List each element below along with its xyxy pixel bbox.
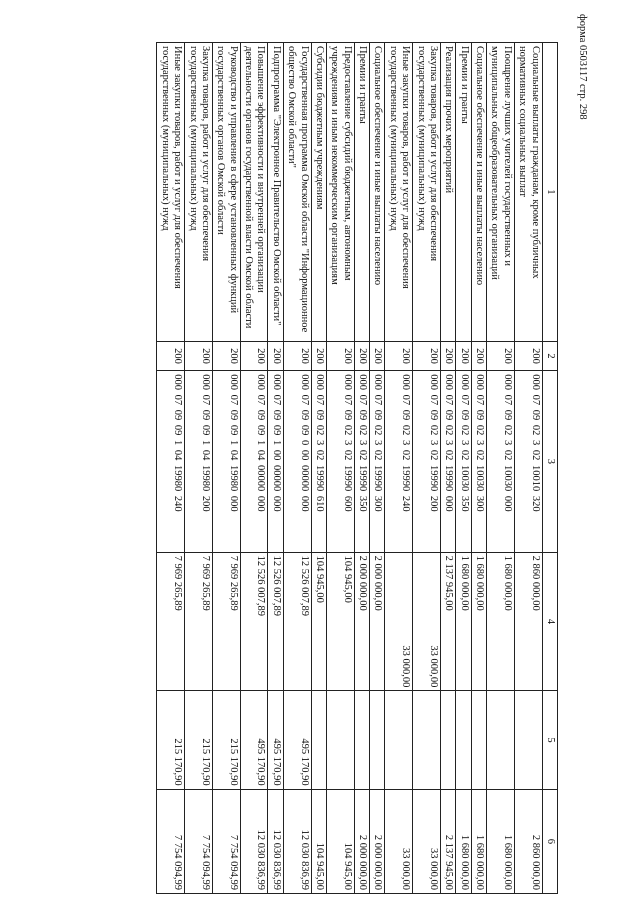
- cell-executed: [311, 691, 326, 789]
- cell-unexecuted: 2 000 000,00: [354, 789, 369, 893]
- cell-budget-code: 000 07 09 02 3 02 10030 000: [487, 371, 515, 552]
- form-reference: форма 0503117 стр. 298: [577, 14, 588, 120]
- cell-approved: 12 526 007,89: [268, 552, 283, 691]
- cell-line-code: 200: [370, 341, 385, 370]
- header-col-2: 2: [542, 341, 557, 370]
- cell-approved: 2 860 000,00: [514, 552, 542, 691]
- header-col-6: 6: [542, 789, 557, 893]
- cell-name: Субсидии бюджетным учреждениям: [311, 43, 326, 342]
- cell-approved: 12 526 007,89: [283, 552, 311, 691]
- cell-unexecuted: 2 860 000,00: [514, 789, 542, 893]
- cell-line-code: 200: [213, 341, 241, 370]
- cell-budget-code: 000 07 09 02 3 02 19990 610: [311, 371, 326, 552]
- table-row: [311, 43, 326, 894]
- cell-approved: 104 945,00: [311, 552, 326, 691]
- cell-unexecuted: 2 000 000,00: [370, 789, 385, 893]
- cell-line-code: 200: [311, 341, 326, 370]
- cell-executed: 215 170,90: [213, 691, 241, 789]
- table-row: [456, 43, 471, 894]
- cell-executed: [327, 691, 355, 789]
- cell-unexecuted: 7 754 094,99: [185, 789, 213, 893]
- cell-executed: 495 170,90: [283, 691, 311, 789]
- cell-approved: 1 680 000,00: [471, 552, 486, 691]
- column-number-row: [542, 43, 557, 894]
- cell-line-code: 200: [268, 341, 283, 370]
- cell-approved: 33 000,00: [385, 552, 413, 691]
- cell-executed: [487, 691, 515, 789]
- table-row: [213, 43, 241, 894]
- cell-name: Реализация прочих мероприятий: [441, 43, 456, 342]
- table-row: [471, 43, 486, 894]
- cell-approved: 104 945,00: [327, 552, 355, 691]
- cell-budget-code: 000 07 09 02 3 02 10030 350: [456, 371, 471, 552]
- cell-name: Закупка товаров, работ и услуг для обеспечения государственных (муниципальных) нужд: [185, 43, 213, 342]
- cell-executed: [514, 691, 542, 789]
- cell-unexecuted: 33 000,00: [413, 789, 441, 893]
- table-row: [185, 43, 213, 894]
- cell-unexecuted: 12 030 836,99: [268, 789, 283, 893]
- cell-unexecuted: 1 680 000,00: [456, 789, 471, 893]
- cell-budget-code: 000 07 09 02 3 02 19990 000: [441, 371, 456, 552]
- cell-unexecuted: 104 945,00: [311, 789, 326, 893]
- cell-name: Иные закупки товаров, работ и услуг для обеспечения государственных (муниципальных) нужд: [385, 43, 413, 342]
- cell-line-code: 200: [456, 341, 471, 370]
- cell-name: Повышение эффективности и внутренней организации деятельности органов государственной власти Омской области: [240, 43, 268, 342]
- cell-name: Государственная программа Омской области "Информационное общество Омской области": [283, 43, 311, 342]
- cell-unexecuted: 12 030 836,99: [283, 789, 311, 893]
- cell-budget-code: 000 07 09 09 1 04 19980 000: [213, 371, 241, 552]
- cell-name: Премии и гранты: [354, 43, 369, 342]
- cell-budget-code: 000 07 09 02 3 02 10010 320: [514, 371, 542, 552]
- table-row: [514, 43, 542, 894]
- cell-unexecuted: 7 754 094,99: [213, 789, 241, 893]
- cell-approved: 7 969 265,89: [185, 552, 213, 691]
- cell-executed: [370, 691, 385, 789]
- table-row: [487, 43, 515, 894]
- cell-line-code: 200: [514, 341, 542, 370]
- table-row: [370, 43, 385, 894]
- cell-executed: 215 170,90: [185, 691, 213, 789]
- cell-name: Премии и гранты: [456, 43, 471, 342]
- cell-budget-code: 000 07 09 09 1 00 00000 000: [268, 371, 283, 552]
- table-row: [354, 43, 369, 894]
- table-row: [441, 43, 456, 894]
- header-col-5: 5: [542, 691, 557, 789]
- cell-line-code: 200: [157, 341, 185, 370]
- cell-line-code: 200: [185, 341, 213, 370]
- cell-approved: 12 526 007,89: [240, 552, 268, 691]
- cell-line-code: 200: [327, 341, 355, 370]
- cell-unexecuted: 12 030 836,99: [240, 789, 268, 893]
- cell-budget-code: 000 07 09 02 3 02 19990 240: [385, 371, 413, 552]
- table-row: [327, 43, 355, 894]
- table-row: [268, 43, 283, 894]
- cell-executed: [413, 691, 441, 789]
- cell-budget-code: 000 07 09 09 1 04 00000 000: [240, 371, 268, 552]
- cell-unexecuted: 33 000,00: [385, 789, 413, 893]
- cell-approved: 2 000 000,00: [354, 552, 369, 691]
- cell-line-code: 200: [487, 341, 515, 370]
- cell-approved: 1 680 000,00: [487, 552, 515, 691]
- cell-line-code: 200: [471, 341, 486, 370]
- rotated-page: [66, 42, 558, 894]
- cell-unexecuted: 1 680 000,00: [471, 789, 486, 893]
- cell-executed: 215 170,90: [157, 691, 185, 789]
- cell-name: Поощрение лучших учителей государственных и муниципальных общеобразовательных организаций: [487, 43, 515, 342]
- table-row: [240, 43, 268, 894]
- table-row: [157, 43, 185, 894]
- table-row: [385, 43, 413, 894]
- cell-executed: 495 170,90: [240, 691, 268, 789]
- header-col-3: 3: [542, 371, 557, 552]
- cell-line-code: 200: [240, 341, 268, 370]
- cell-executed: [456, 691, 471, 789]
- cell-budget-code: 000 07 09 09 0 00 00000 000: [283, 371, 311, 552]
- cell-executed: [471, 691, 486, 789]
- cell-executed: 495 170,90: [268, 691, 283, 789]
- cell-budget-code: 000 07 09 09 1 04 19980 240: [157, 371, 185, 552]
- header-col-4: 4: [542, 552, 557, 691]
- cell-name: Иные закупки товаров, работ и услуг для обеспечения государственных (муниципальных) нужд: [157, 43, 185, 342]
- cell-budget-code: 000 07 09 02 3 02 19990 200: [413, 371, 441, 552]
- cell-name: Социальное обеспечение и иные выплаты населению: [370, 43, 385, 342]
- cell-approved: 2 137 945,00: [441, 552, 456, 691]
- cell-line-code: 200: [413, 341, 441, 370]
- cell-approved: 1 680 000,00: [456, 552, 471, 691]
- cell-name: Подпрограмма "Электронное Правительство Омской области": [268, 43, 283, 342]
- cell-name: Закупка товаров, работ и услуг для обеспечения государственных (муниципальных) нужд: [413, 43, 441, 342]
- cell-executed: [385, 691, 413, 789]
- table-row: [283, 43, 311, 894]
- cell-line-code: 200: [283, 341, 311, 370]
- cell-unexecuted: 7 754 094,99: [157, 789, 185, 893]
- cell-approved: 2 000 000,00: [370, 552, 385, 691]
- cell-name: Социальное обеспечение и иные выплаты населению: [471, 43, 486, 342]
- cell-budget-code: 000 07 09 09 1 04 19980 200: [185, 371, 213, 552]
- budget-table: [157, 42, 559, 894]
- cell-name: Предоставление субсидий бюджетным, автономным учреждениям и иным некоммерческим организациям: [327, 43, 355, 342]
- table-row: [413, 43, 441, 894]
- cell-budget-code: 000 07 09 02 3 02 10030 300: [471, 371, 486, 552]
- cell-approved: 33 000,00: [413, 552, 441, 691]
- cell-budget-code: 000 07 09 02 3 02 19990 300: [370, 371, 385, 552]
- cell-unexecuted: 1 680 000,00: [487, 789, 515, 893]
- cell-name: Социальные выплаты гражданам, кроме публичных нормативных социальных выплат: [514, 43, 542, 342]
- cell-approved: 7 969 265,89: [157, 552, 185, 691]
- cell-unexecuted: 104 945,00: [327, 789, 355, 893]
- header-col-1: 1: [542, 43, 557, 342]
- cell-budget-code: 000 07 09 02 3 02 19990 600: [327, 371, 355, 552]
- cell-executed: [441, 691, 456, 789]
- cell-name: Руководство и управление в сфере установленных функций государственных органов Омской области: [213, 43, 241, 342]
- cell-line-code: 200: [385, 341, 413, 370]
- cell-budget-code: 000 07 09 02 3 02 19990 350: [354, 371, 369, 552]
- cell-line-code: 200: [354, 341, 369, 370]
- cell-executed: [354, 691, 369, 789]
- cell-unexecuted: 2 137 945,00: [441, 789, 456, 893]
- cell-approved: 7 969 265,89: [213, 552, 241, 691]
- cell-line-code: 200: [441, 341, 456, 370]
